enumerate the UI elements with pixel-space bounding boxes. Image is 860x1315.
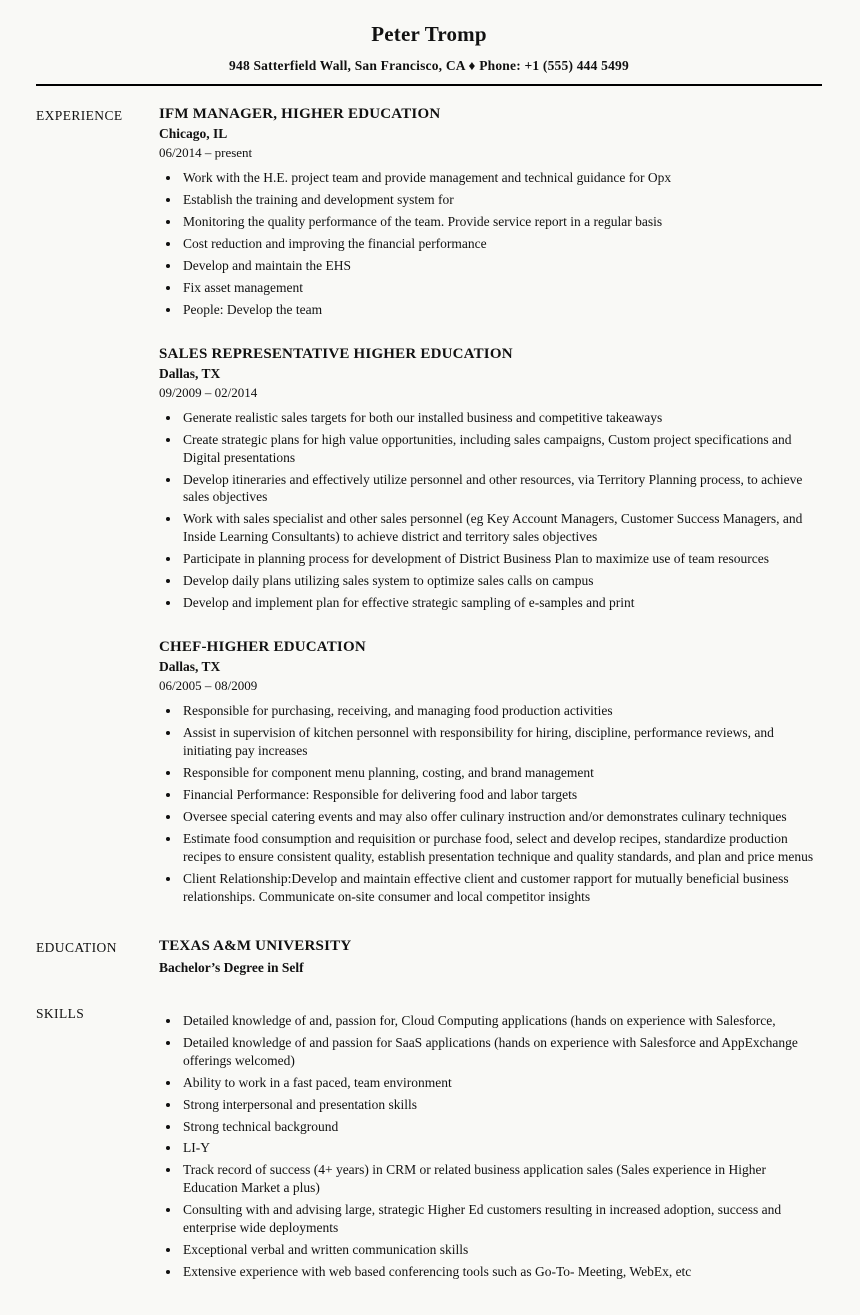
bullet-item: • Develop and implement plan for effective strategic sampling of e-samples and print [181, 594, 816, 612]
job-block [159, 639, 816, 906]
skill-item: • Consulting with and advising large, strategic Higher Ed customers resulting in increased adoption, success and enterprise wide deployments [181, 1201, 816, 1237]
job-block [159, 346, 816, 613]
bullet-item: • Financial Performance: Responsible for delivering food and labor targets [181, 786, 816, 804]
job-dates: 09/2009 – 02/2014 [159, 384, 258, 400]
contact-line: 948 Satterfield Wall, San Francisco, CA ♦ Phone: +1 (555) 444 5499 [229, 58, 629, 73]
bullet-item: • Responsible for component menu planning, costing, and brand management [181, 764, 816, 782]
skill-item: • Detailed knowledge of and passion for SaaS applications (hands on experience with Salesforce and AppExchange offerings welcomed) [181, 1034, 816, 1070]
bullet-item: • Oversee special catering events and may also offer culinary instruction and/or demonstrates culinary techniques [181, 808, 816, 826]
job-title: SALES REPRESENTATIVE HIGHER EDUCATION [159, 345, 513, 362]
education-school: TEXAS A&M UNIVERSITY [159, 937, 352, 954]
skill-item: • Track record of success (4+ years) in CRM or related business application sales (Sales experience in Higher Education Market a plus) [181, 1161, 816, 1197]
job-bullet-list [159, 409, 816, 613]
skill-item: • Strong interpersonal and presentation skills [181, 1096, 816, 1114]
education-content [159, 938, 822, 976]
skill-item: • Ability to work in a fast paced, team environment [181, 1074, 816, 1092]
bullet-item: • Develop itineraries and effectively utilize personnel and other resources, via Territory Planning process, to achieve sales objectives [181, 471, 816, 507]
bullet-item: • Assist in supervision of kitchen personnel with responsibility for hiring, discipline, performance reviews, and initiating pay increases [181, 724, 816, 760]
job-bullet-list [159, 702, 816, 906]
bullet-item: • Client Relationship:Develop and maintain effective client and customer rapport for mutually beneficial business relationships. Communicate on-site consumer and local competitor insights [181, 870, 816, 906]
bullet-item: • Responsible for purchasing, receiving, and managing food production activities [181, 702, 816, 720]
bullet-item: • People: Develop the team [181, 301, 816, 319]
bullet-item: • Work with the H.E. project team and provide management and technical guidance for Opx [181, 169, 816, 187]
bullet-item: • Create strategic plans for high value opportunities, including sales campaigns, Custom project specifications and Digital presentations [181, 431, 816, 467]
skill-item: • Detailed knowledge of and, passion for, Cloud Computing applications (hands on experience with Salesforce, [181, 1012, 816, 1030]
job-dates: 06/2005 – 08/2009 [159, 678, 258, 694]
job-block [159, 106, 816, 319]
candidate-name: Peter Tromp [371, 22, 487, 46]
section-label-education: EDUCATION [36, 939, 117, 955]
job-location: Chicago, IL [159, 126, 228, 141]
section-label-experience: EXPERIENCE [36, 108, 123, 123]
skill-item: • Exceptional verbal and written communication skills [181, 1241, 816, 1259]
section-education [36, 938, 822, 976]
job-title: IFM MANAGER, HIGHER EDUCATION [159, 106, 441, 122]
bullet-item: • Fix asset management [181, 279, 816, 297]
job-title: CHEF-HIGHER EDUCATION [159, 639, 366, 656]
section-skills [36, 1004, 822, 1285]
bullet-item: • Participate in planning process for development of District Business Plan to maximize use of team resources [181, 550, 816, 568]
bullet-item: • Develop daily plans utilizing sales system to optimize sales calls on campus [181, 572, 816, 590]
job-bullet-list [159, 169, 816, 319]
education-degree: Bachelor’s Degree in Self [159, 959, 304, 975]
header-divider [36, 84, 822, 86]
skill-item: • Extensive experience with web based conferencing tools such as Go-To- Meeting, WebEx, etc [181, 1263, 816, 1281]
bullet-item: • Establish the training and development system for [181, 191, 816, 209]
bullet-item: • Cost reduction and improving the financial performance [181, 235, 816, 253]
bullet-item: • Develop and maintain the EHS [181, 257, 816, 275]
skill-item: • Strong technical background [181, 1118, 816, 1136]
bullet-item: • Generate realistic sales targets for both our installed business and competitive takeaways [181, 409, 816, 427]
job-dates: 06/2014 – present [159, 145, 253, 160]
job-location: Dallas, TX [159, 365, 221, 381]
bullet-item: • Estimate food consumption and requisition or purchase food, select and develop recipes, standardize production recipes to ensure consistent quality, establish presentation technique and quality standards, and plan and price menus [181, 830, 816, 866]
section-label-skills: SKILLS [36, 1005, 85, 1021]
experience-content [159, 106, 822, 910]
skills-content [159, 1004, 822, 1285]
resume-header [36, 22, 822, 74]
section-experience [36, 106, 822, 910]
skills-list [159, 1012, 816, 1281]
bullet-item: • Work with sales specialist and other sales personnel (eg Key Account Managers, Customer Success Managers, and Inside Learning Consultants) to achieve district and territory sales objectives [181, 510, 816, 546]
bullet-item: • Monitoring the quality performance of the team. Provide service report in a regular basis [181, 213, 816, 231]
resume-body [36, 106, 822, 1285]
job-location: Dallas, TX [159, 659, 221, 675]
skill-item: • LI-Y [181, 1139, 816, 1157]
